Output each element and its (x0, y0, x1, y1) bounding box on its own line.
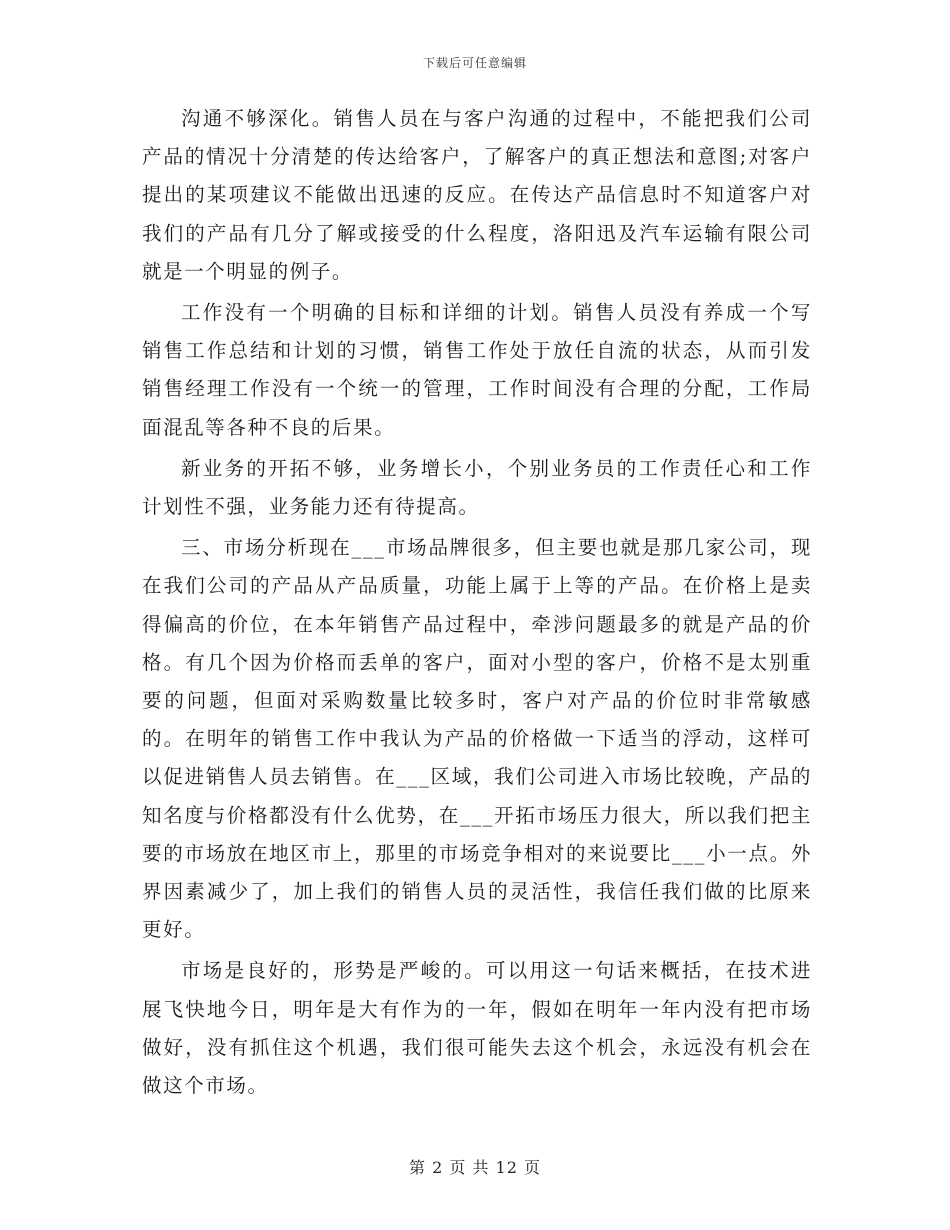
header-note: 下载后可任意编辑 (422, 56, 527, 70)
document-body (142, 100, 812, 1108)
paragraph-planning: 工作没有一个明确的目标和详细的计划。销售人员没有养成一个写销售工作总结和计划的习惯，销售工作处于放任自流的状态，从而引发销售经理工作没有一个统一的管理，工作时间没有合理的分配，工作局面混乱等各种不良的后果。 (142, 301, 812, 439)
paragraph-market-analysis: 三、市场分析现在___市场品牌很多，但主要也就是那几家公司，现在我们公司的产品从产品质量，功能上属于上等的产品。在价格上是卖得偏高的价位，在本年销售产品过程中，牵涉问题最多的就是产品的价格。有几个因为价格而丢单的客户，面对小型的客户，价格不是太别重要的问题，但面对采购数量比较多时，客户对产品的价位时非常敏感的。在明年的销售工作中我认为产品的价格做一下适当的浮动，这样可以促进销售人员去销售。在___区域，我们公司进入市场比较晚，产品的知名度与价格都没有什么优势，在___开拓市场压力很大，所以我们把主要的市场放在地区市上，那里的市场竞争相对的来说要比___小一点。外界因素减少了，加上我们的销售人员的灵活性，我信任我们做的比原来更好。 (142, 536, 812, 942)
page-number: 第 2 页 共 12 页 (409, 1158, 541, 1177)
paragraph-market-outlook: 市场是良好的，形势是严峻的。可以用这一句话来概括，在技术进展飞快地今日，明年是大有作为的一年，假如在明年一年内没有把市场做好，没有抓住这个机遇，我们很可能失去这个机会，永远没有机会在做这个市场。 (142, 959, 812, 1098)
paragraph-communication: 沟通不够深化。销售人员在与客户沟通的过程中，不能把我们公司产品的情况十分清楚的传达给客户，了解客户的真正想法和意图;对客户提出的某项建议不能做出迅速的反应。在传达产品信息时不知道客户对我们的产品有几分了解或接受的什么程度，洛阳迅及汽车运输有限公司就是一个明显的例子。 (142, 107, 812, 283)
paragraph-new-business: 新业务的开拓不够，业务增长小，个别业务员的工作责任心和工作计划性不强，业务能力还有待提高。 (142, 456, 812, 519)
